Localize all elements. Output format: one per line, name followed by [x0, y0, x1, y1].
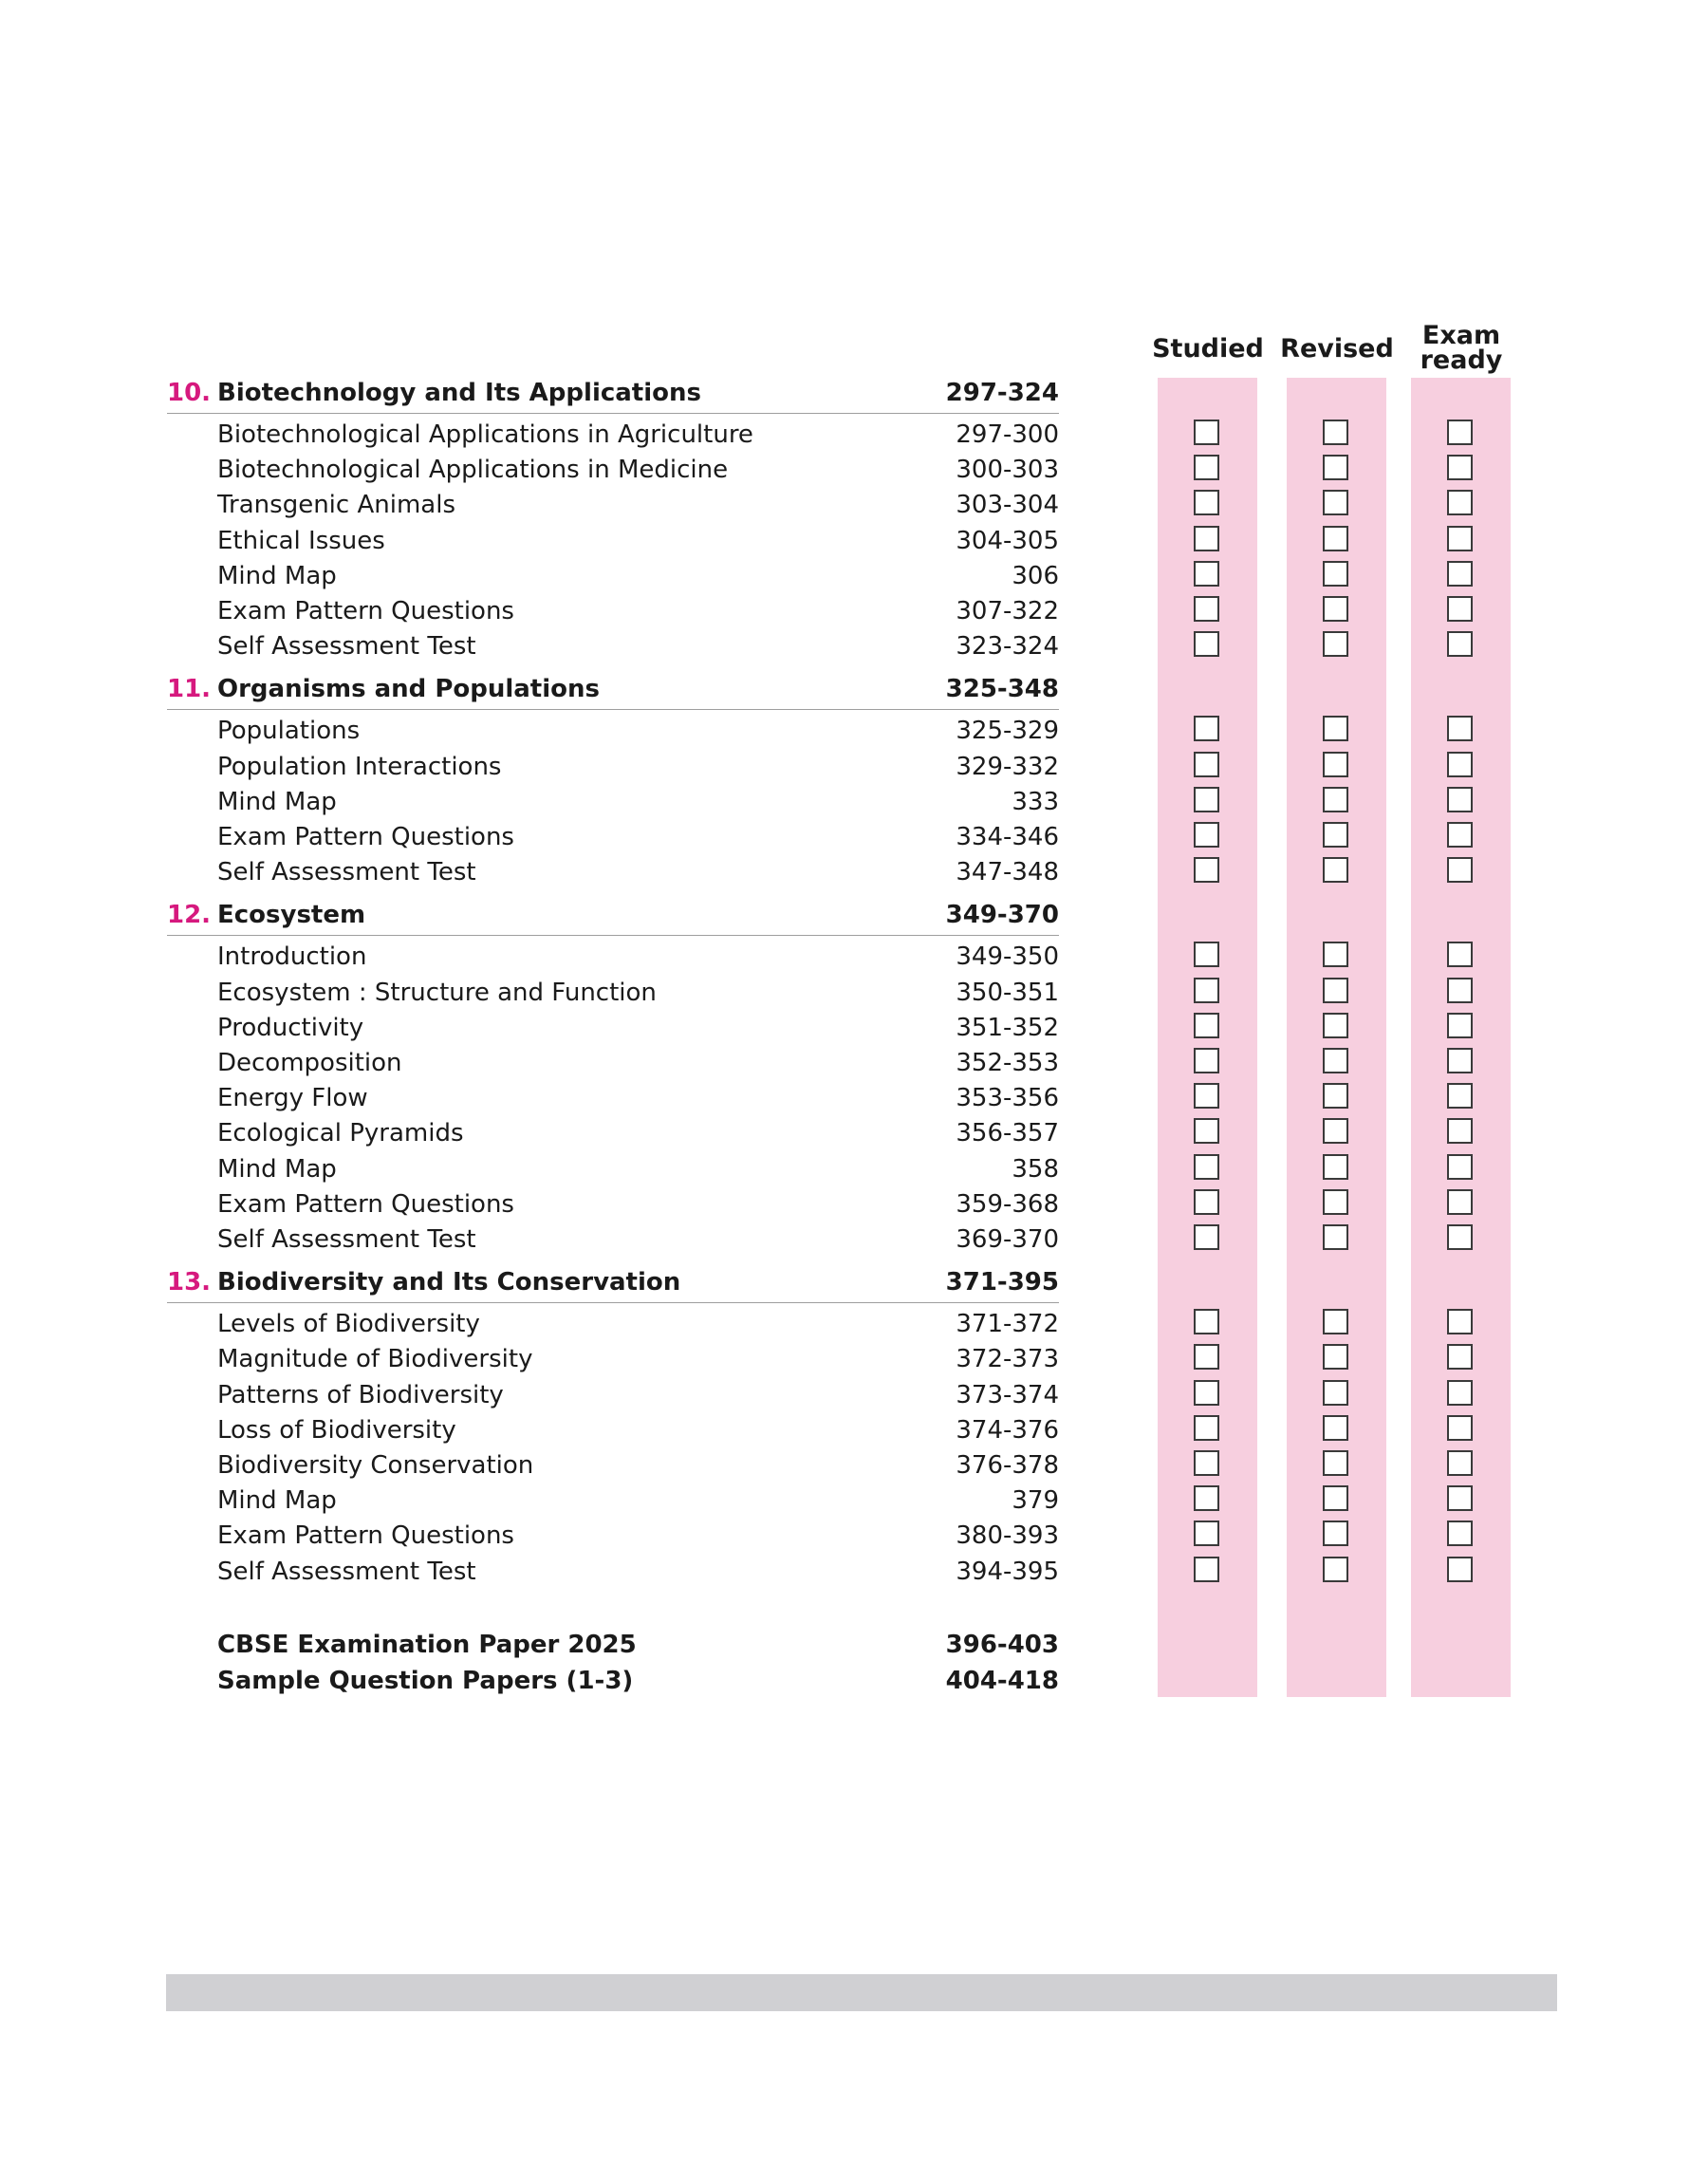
- exam-ready-checkbox[interactable]: [1447, 1485, 1473, 1511]
- topic-pages: 333: [1012, 787, 1059, 816]
- chapter-heading-row: [0, 376, 1708, 411]
- revised-checkbox[interactable]: [1323, 455, 1348, 480]
- revised-checkbox[interactable]: [1323, 631, 1348, 657]
- chapter-divider: [167, 709, 1059, 710]
- studied-checkbox[interactable]: [1194, 1224, 1219, 1250]
- topic-row: [0, 488, 1708, 523]
- revised-checkbox[interactable]: [1323, 1344, 1348, 1370]
- topic-title: Ecological Pyramids: [217, 1119, 464, 1148]
- topic-title: Populations: [217, 717, 361, 746]
- studied-checkbox[interactable]: [1194, 631, 1219, 657]
- studied-checkbox[interactable]: [1194, 1118, 1219, 1144]
- studied-checkbox[interactable]: [1194, 1521, 1219, 1546]
- chapter-title: Organisms and Populations: [217, 675, 600, 704]
- topic-row: [0, 418, 1708, 453]
- topic-title: Levels of Biodiversity: [217, 1310, 480, 1339]
- studied-checkbox[interactable]: [1194, 526, 1219, 551]
- revised-checkbox[interactable]: [1323, 1224, 1348, 1250]
- topic-row: [0, 1413, 1708, 1448]
- exam-ready-checkbox[interactable]: [1447, 1415, 1473, 1441]
- topic-pages: 358: [1012, 1154, 1059, 1184]
- studied-checkbox[interactable]: [1194, 1083, 1219, 1109]
- studied-checkbox[interactable]: [1194, 978, 1219, 1003]
- topic-row: [0, 1519, 1708, 1554]
- chapter-number: 12.: [167, 901, 212, 930]
- topic-pages: 352-353: [956, 1049, 1059, 1077]
- revised-header-label: Revised: [1280, 334, 1394, 364]
- revised-checkbox[interactable]: [1323, 1118, 1348, 1144]
- exam-ready-checkbox[interactable]: [1447, 455, 1473, 480]
- studied-checkbox[interactable]: [1194, 716, 1219, 741]
- revised-checkbox[interactable]: [1323, 1083, 1348, 1109]
- studied-checkbox[interactable]: [1194, 420, 1219, 445]
- chapter-divider: [167, 413, 1059, 414]
- topic-row: [0, 1152, 1708, 1187]
- topic-pages: 356-357: [956, 1119, 1059, 1148]
- topic-title: Biotechnological Applications in Agriculture: [217, 420, 753, 449]
- chapter-number: 13.: [167, 1268, 212, 1297]
- topic-pages: 334-346: [956, 823, 1059, 851]
- topic-title: Transgenic Animals: [217, 491, 455, 520]
- topic-row: [0, 976, 1708, 1011]
- chapter-title: Ecosystem: [217, 901, 366, 930]
- topic-pages: 351-352: [956, 1013, 1059, 1042]
- exam-ready-checkbox[interactable]: [1447, 1013, 1473, 1038]
- studied-checkbox[interactable]: [1194, 822, 1219, 848]
- exam-ready-checkbox[interactable]: [1447, 526, 1473, 551]
- exam-ready-checkbox[interactable]: [1447, 857, 1473, 883]
- studied-checkbox[interactable]: [1194, 1048, 1219, 1073]
- revised-checkbox[interactable]: [1323, 526, 1348, 551]
- exam-ready-checkbox[interactable]: [1447, 1450, 1473, 1476]
- topic-row: [0, 1342, 1708, 1377]
- topic-row: [0, 820, 1708, 855]
- topic-row: [0, 1081, 1708, 1116]
- exam-ready-checkbox[interactable]: [1447, 942, 1473, 967]
- revised-checkbox[interactable]: [1323, 822, 1348, 848]
- topic-pages: 380-393: [956, 1521, 1059, 1551]
- topic-pages: 323-324: [956, 632, 1059, 662]
- topic-pages: 350-351: [956, 978, 1059, 1007]
- chapter-number: 10.: [167, 379, 212, 407]
- chapter-divider: [167, 1302, 1059, 1303]
- revised-checkbox[interactable]: [1323, 561, 1348, 587]
- revised-checkbox[interactable]: [1323, 942, 1348, 967]
- topic-title: Ecosystem : Structure and Function: [217, 978, 657, 1007]
- extra-pages: 404-418: [945, 1666, 1059, 1695]
- extra-row: [0, 1628, 1708, 1663]
- topic-pages: 307-322: [956, 597, 1059, 625]
- studied-checkbox[interactable]: [1194, 490, 1219, 515]
- exam-ready-checkbox[interactable]: [1447, 1189, 1473, 1215]
- topic-row: [0, 453, 1708, 488]
- exam-ready-checkbox[interactable]: [1447, 1224, 1473, 1250]
- exam-ready-checkbox[interactable]: [1447, 1521, 1473, 1546]
- topic-title: Exam Pattern Questions: [217, 597, 514, 625]
- exam-ready-checkbox[interactable]: [1447, 490, 1473, 515]
- topic-pages: 359-368: [956, 1189, 1059, 1219]
- topic-row: [0, 594, 1708, 629]
- exam-ready-checkbox[interactable]: [1447, 1118, 1473, 1144]
- topic-row: [0, 524, 1708, 559]
- studied-checkbox[interactable]: [1194, 1415, 1219, 1441]
- revised-checkbox[interactable]: [1323, 490, 1348, 515]
- topic-row: [0, 1378, 1708, 1413]
- chapter-title: Biodiversity and Its Conservation: [217, 1268, 681, 1297]
- chapter-number: 11.: [167, 675, 212, 704]
- revised-checkbox[interactable]: [1323, 1154, 1348, 1180]
- revised-checkbox[interactable]: [1323, 1013, 1348, 1038]
- revised-checkbox[interactable]: [1323, 978, 1348, 1003]
- topic-row: [0, 1448, 1708, 1483]
- exam-ready-checkbox[interactable]: [1447, 561, 1473, 587]
- topic-title: Mind Map: [217, 787, 337, 816]
- topic-pages: 347-348: [956, 858, 1059, 887]
- chapter-heading-row: [0, 898, 1708, 933]
- studied-checkbox[interactable]: [1194, 857, 1219, 883]
- topic-row: [0, 1011, 1708, 1046]
- chapter-pages: 325-348: [945, 675, 1059, 704]
- exam-ready-checkbox[interactable]: [1447, 787, 1473, 812]
- topic-title: Self Assessment Test: [217, 1225, 476, 1254]
- chapter-heading-row: [0, 1265, 1708, 1300]
- topic-pages: 300-303: [956, 456, 1059, 485]
- studied-header-label: Studied: [1152, 334, 1264, 364]
- topic-title: Self Assessment Test: [217, 632, 476, 662]
- studied-checkbox[interactable]: [1194, 1344, 1219, 1370]
- topic-pages: 297-300: [956, 420, 1059, 449]
- topic-row: [0, 1116, 1708, 1151]
- topic-pages: 371-372: [956, 1310, 1059, 1339]
- topic-row: [0, 714, 1708, 749]
- topic-title: Ethical Issues: [217, 526, 385, 555]
- topic-row: [0, 750, 1708, 785]
- topic-pages: 374-376: [956, 1415, 1059, 1445]
- topic-title: Exam Pattern Questions: [217, 1189, 514, 1219]
- revised-checkbox[interactable]: [1323, 1309, 1348, 1334]
- chapter-pages: 297-324: [945, 379, 1059, 407]
- exam-ready-checkbox[interactable]: [1447, 1309, 1473, 1334]
- studied-checkbox[interactable]: [1194, 1013, 1219, 1038]
- exam-ready-checkbox[interactable]: [1447, 1380, 1473, 1406]
- exam-ready-checkbox[interactable]: [1447, 631, 1473, 657]
- topic-row: [0, 785, 1708, 820]
- topic-title: Decomposition: [217, 1049, 402, 1077]
- chapter-pages: 371-395: [945, 1268, 1059, 1297]
- chapter-title: Biotechnology and Its Applications: [217, 379, 701, 407]
- topic-pages: 376-378: [956, 1451, 1059, 1480]
- extra-pages: 396-403: [945, 1630, 1059, 1659]
- topic-pages: 303-304: [956, 491, 1059, 520]
- revised-checkbox[interactable]: [1323, 752, 1348, 777]
- topic-row: [0, 1046, 1708, 1081]
- exam-ready-checkbox[interactable]: [1447, 1083, 1473, 1109]
- topic-row: [0, 1222, 1708, 1258]
- revised-checkbox[interactable]: [1323, 1557, 1348, 1582]
- chapter-pages: 349-370: [945, 901, 1059, 930]
- studied-checkbox[interactable]: [1194, 1557, 1219, 1582]
- revised-checkbox[interactable]: [1323, 857, 1348, 883]
- topic-title: Mind Map: [217, 1486, 337, 1516]
- topic-pages: 329-332: [956, 752, 1059, 781]
- revised-checkbox[interactable]: [1323, 1485, 1348, 1511]
- footer-bar: [166, 1974, 1557, 2011]
- topic-pages: 349-350: [956, 942, 1059, 972]
- topic-pages: 373-374: [956, 1380, 1059, 1409]
- exam-ready-checkbox[interactable]: [1447, 1344, 1473, 1370]
- topic-pages: 394-395: [956, 1557, 1059, 1586]
- topic-pages: 379: [1012, 1486, 1059, 1516]
- exam-ready-checkbox[interactable]: [1447, 420, 1473, 445]
- topic-pages: 306: [1012, 561, 1059, 590]
- topic-row: [0, 1187, 1708, 1222]
- revised-checkbox[interactable]: [1323, 1048, 1348, 1073]
- topic-title: Magnitude of Biodiversity: [217, 1345, 533, 1374]
- studied-checkbox[interactable]: [1194, 1380, 1219, 1406]
- topic-title: Mind Map: [217, 1154, 337, 1184]
- revised-checkbox[interactable]: [1323, 1380, 1348, 1406]
- studied-checkbox[interactable]: [1194, 1189, 1219, 1215]
- revised-checkbox[interactable]: [1323, 1450, 1348, 1476]
- extra-title: Sample Question Papers (1-3): [217, 1666, 634, 1695]
- topic-title: Exam Pattern Questions: [217, 1521, 514, 1551]
- studied-checkbox[interactable]: [1194, 455, 1219, 480]
- studied-checkbox[interactable]: [1194, 787, 1219, 812]
- chapter-divider: [167, 935, 1059, 936]
- topic-title: Patterns of Biodiversity: [217, 1380, 504, 1409]
- topic-row: [0, 1483, 1708, 1519]
- studied-checkbox[interactable]: [1194, 561, 1219, 587]
- studied-checkbox[interactable]: [1194, 942, 1219, 967]
- topic-row: [0, 559, 1708, 594]
- exam-ready-checkbox[interactable]: [1447, 1154, 1473, 1180]
- exam-ready-checkbox[interactable]: [1447, 822, 1473, 848]
- exam-ready-checkbox[interactable]: [1447, 1048, 1473, 1073]
- revised-checkbox[interactable]: [1323, 1521, 1348, 1546]
- topic-row: [0, 629, 1708, 664]
- topic-title: Self Assessment Test: [217, 1557, 476, 1586]
- studied-checkbox[interactable]: [1194, 1309, 1219, 1334]
- studied-checkbox[interactable]: [1194, 1485, 1219, 1511]
- topic-title: Loss of Biodiversity: [217, 1415, 456, 1445]
- topic-pages: 304-305: [956, 526, 1059, 555]
- topic-pages: 325-329: [956, 717, 1059, 746]
- topic-title: Self Assessment Test: [217, 858, 476, 887]
- topic-pages: 369-370: [956, 1225, 1059, 1254]
- extra-title: CBSE Examination Paper 2025: [217, 1630, 637, 1659]
- revised-checkbox[interactable]: [1323, 1415, 1348, 1441]
- revised-checkbox[interactable]: [1323, 1189, 1348, 1215]
- revised-column-header: [1271, 334, 1403, 364]
- topic-title: Introduction: [217, 942, 367, 972]
- topic-title: Exam Pattern Questions: [217, 823, 514, 851]
- topic-title: Energy Flow: [217, 1084, 368, 1113]
- topic-row: [0, 940, 1708, 975]
- topic-title: Biodiversity Conservation: [217, 1451, 534, 1480]
- studied-checkbox[interactable]: [1194, 596, 1219, 622]
- topic-pages: 372-373: [956, 1345, 1059, 1374]
- exam-ready-checkbox[interactable]: [1447, 752, 1473, 777]
- exam-header-line1: Exam: [1421, 321, 1501, 350]
- topic-row: [0, 1555, 1708, 1590]
- topic-title: Productivity: [217, 1013, 364, 1042]
- exam-ready-column-header: [1395, 321, 1528, 375]
- revised-checkbox[interactable]: [1323, 596, 1348, 622]
- chapter-heading-row: [0, 672, 1708, 707]
- exam-ready-checkbox[interactable]: [1447, 978, 1473, 1003]
- studied-checkbox[interactable]: [1194, 752, 1219, 777]
- topic-title: Population Interactions: [217, 752, 502, 781]
- exam-header-line2: ready: [1420, 345, 1503, 375]
- topic-row: [0, 1307, 1708, 1342]
- studied-column-header: [1142, 334, 1274, 364]
- extra-row: [0, 1664, 1708, 1699]
- revised-checkbox[interactable]: [1323, 420, 1348, 445]
- exam-ready-checkbox[interactable]: [1447, 716, 1473, 741]
- studied-checkbox[interactable]: [1194, 1154, 1219, 1180]
- studied-checkbox[interactable]: [1194, 1450, 1219, 1476]
- topic-pages: 353-356: [956, 1084, 1059, 1113]
- revised-checkbox[interactable]: [1323, 716, 1348, 741]
- revised-checkbox[interactable]: [1323, 787, 1348, 812]
- exam-ready-checkbox[interactable]: [1447, 596, 1473, 622]
- exam-ready-checkbox[interactable]: [1447, 1557, 1473, 1582]
- topic-title: Biotechnological Applications in Medicine: [217, 456, 729, 485]
- topic-row: [0, 855, 1708, 890]
- topic-title: Mind Map: [217, 561, 337, 590]
